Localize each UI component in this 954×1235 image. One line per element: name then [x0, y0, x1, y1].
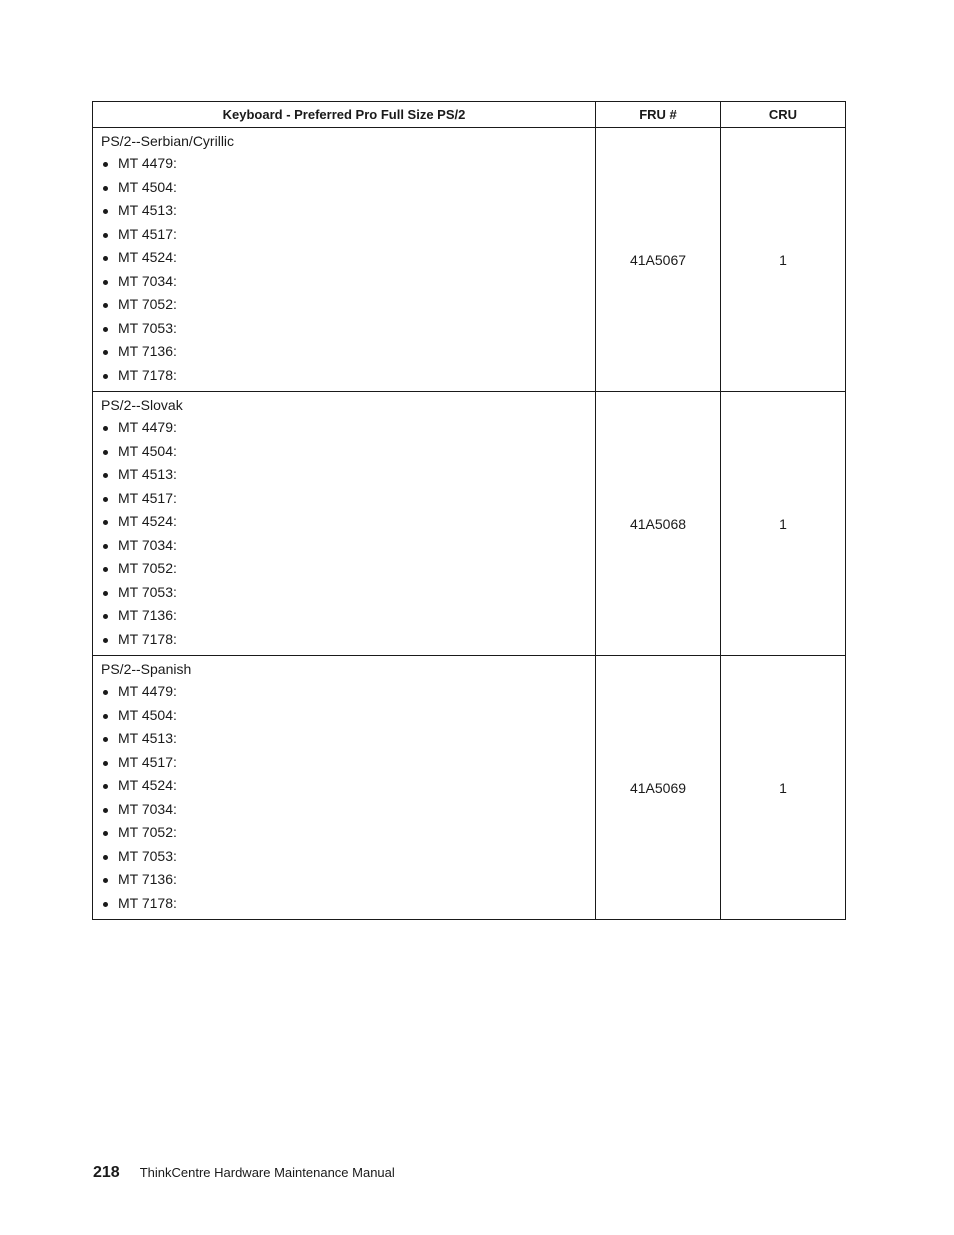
description-column-header: Keyboard - Preferred Pro Full Size PS/2 — [93, 102, 596, 128]
machine-type-item: MT 4513: — [101, 199, 587, 223]
machine-type-item: MT 7034: — [101, 798, 587, 822]
machine-type-item: MT 4517: — [101, 751, 587, 775]
part-description-cell — [93, 128, 596, 392]
machine-type-item: MT 7052: — [101, 293, 587, 317]
machine-type-item: MT 4513: — [101, 463, 587, 487]
keyboard-variant-title: PS/2--Spanish — [101, 661, 192, 677]
table-body — [93, 128, 846, 920]
machine-type-item: MT 7178: — [101, 364, 587, 388]
fru-column-header: FRU # — [596, 102, 721, 128]
machine-type-item: MT 7136: — [101, 868, 587, 892]
cru-column-header: CRU — [721, 102, 846, 128]
machine-type-list — [101, 152, 587, 387]
machine-type-item: MT 7136: — [101, 340, 587, 364]
machine-type-list — [101, 680, 587, 915]
machine-type-item: MT 7034: — [101, 534, 587, 558]
table-row — [93, 656, 846, 920]
machine-type-item: MT 7178: — [101, 628, 587, 652]
machine-type-item: MT 4517: — [101, 487, 587, 511]
table-row — [93, 128, 846, 392]
machine-type-item: MT 4504: — [101, 704, 587, 728]
table-header-row — [93, 102, 846, 128]
machine-type-item: MT 4524: — [101, 246, 587, 270]
machine-type-item: MT 7052: — [101, 557, 587, 581]
part-description-cell — [93, 656, 596, 920]
machine-type-item: MT 4513: — [101, 727, 587, 751]
fru-number-cell: 41A5069 — [596, 656, 721, 920]
keyboard-variant-title: PS/2--Serbian/Cyrillic — [101, 133, 235, 149]
machine-type-item: MT 4504: — [101, 440, 587, 464]
machine-type-item: MT 4479: — [101, 152, 587, 176]
machine-type-item: MT 4479: — [101, 680, 587, 704]
table-row — [93, 392, 846, 656]
page-number: 218 — [93, 1164, 120, 1181]
page-footer — [93, 1164, 395, 1186]
machine-type-item: MT 4524: — [101, 774, 587, 798]
machine-type-item: MT 7136: — [101, 604, 587, 628]
machine-type-item: MT 7178: — [101, 892, 587, 916]
machine-type-list — [101, 416, 587, 651]
cru-tier-cell: 1 — [721, 656, 846, 920]
parts-table — [92, 101, 846, 920]
machine-type-item: MT 7034: — [101, 270, 587, 294]
machine-type-item: MT 4517: — [101, 223, 587, 247]
fru-number-cell: 41A5068 — [596, 392, 721, 656]
machine-type-item: MT 7053: — [101, 845, 587, 869]
keyboard-variant-title: PS/2--Slovak — [101, 397, 183, 413]
machine-type-item: MT 4504: — [101, 176, 587, 200]
fru-number-cell: 41A5067 — [596, 128, 721, 392]
machine-type-item: MT 7053: — [101, 317, 587, 341]
part-description-cell — [93, 392, 596, 656]
cru-tier-cell: 1 — [721, 128, 846, 392]
machine-type-item: MT 4524: — [101, 510, 587, 534]
machine-type-item: MT 4479: — [101, 416, 587, 440]
machine-type-item: MT 7053: — [101, 581, 587, 605]
manual-title: ThinkCentre Hardware Maintenance Manual — [139, 1165, 395, 1180]
cru-tier-cell: 1 — [721, 392, 846, 656]
machine-type-item: MT 7052: — [101, 821, 587, 845]
